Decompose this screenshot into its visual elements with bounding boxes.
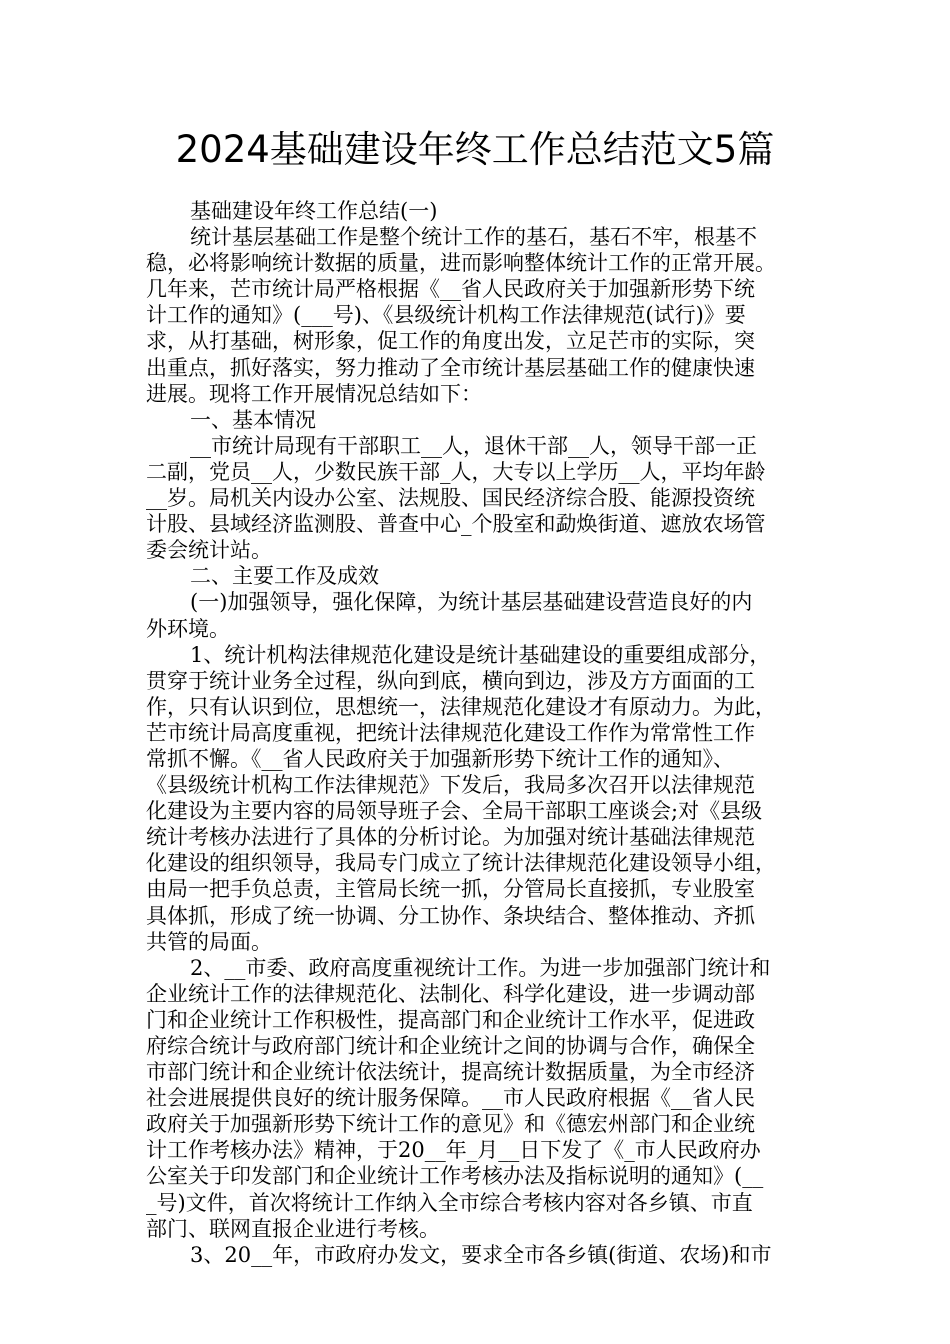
body-text-line: 几年来，芒市统计局严格根据《__省人民政府关于加强新形势下统 <box>146 277 755 302</box>
body-text-line: __市统计局现有干部职工__人，退休干部__人，领导干部一正 <box>190 433 757 458</box>
body-text-line: __岁。局机关内设办公室、法规股、国民经济综合股、能源投资统 <box>146 486 755 511</box>
body-text-line: 二副，党员__人，少数民族干部_人，大专以上学历__人，平均年龄 <box>146 459 766 484</box>
document-title: 2024基础建设年终工作总结范文5篇 <box>175 128 775 171</box>
document-body <box>146 198 812 1268</box>
body-text-line: 公室关于印发部门和企业统计工作考核办法及指标说明的通知》(__ <box>146 1164 764 1189</box>
body-text-line: 基础建设年终工作总结(一) <box>190 199 438 223</box>
body-text-line: 芒市统计局高度重视，把统计法律规范化建设工作作为常常性工作 <box>146 720 755 745</box>
body-text-line: (一)加强领导，强化保障，为统计基层基础建设营造良好的内 <box>190 590 753 615</box>
body-text-line: 具体抓，形成了统一协调、分工协作、条块结合、整体推动、齐抓 <box>146 903 755 928</box>
body-text-line: 进展。现将工作开展情况总结如下： <box>146 381 482 406</box>
body-text-line: _号)文件，首次将统计工作纳入全市综合考核内容对各乡镇、市直 <box>146 1190 753 1215</box>
body-text-line: 企业统计工作的法律规范化、法制化、科学化建设，进一步调动部 <box>146 981 755 1006</box>
body-text-line: 由局一把手负总责，主管局长统一抓，分管局长直接抓，专业股室 <box>146 877 755 902</box>
body-text-line: 社会进展提供良好的统计服务保障。__市人民政府根据《__省人民 <box>146 1086 755 1111</box>
body-text-line: 计工作的通知》(___号)、《县级统计机构工作法律规范(试行)》要 <box>146 303 746 328</box>
body-text-line: 委会统计站。 <box>146 538 272 563</box>
body-text-line: 求，从打基础，树形象，促工作的角度出发，立足芒市的实际，突 <box>146 329 755 354</box>
body-text-line: 共管的局面。 <box>146 929 272 954</box>
body-text-line: 化建设的组织领导，我局专门成立了统计法律规范化建设领导小组， <box>146 851 776 876</box>
body-text-line: 常抓不懈。《__省人民政府关于加强新形势下统计工作的通知》、 <box>146 746 734 771</box>
body-text-line: 计股、县域经济监测股、普查中心_个股室和勐焕街道、遮放农场管 <box>146 512 766 537</box>
body-text-line: 外环境。 <box>146 616 230 641</box>
body-text-line: 统计基层基础工作是整个统计工作的基石，基石不牢，根基不 <box>190 225 757 250</box>
body-text-line: 府综合统计与政府部门统计和企业统计之间的协调与合作，确保全 <box>146 1034 755 1058</box>
body-text-line: 统计考核办法进行了具体的分析讨论。为加强对统计基础法律规范 <box>146 825 755 850</box>
body-text-line: 出重点，抓好落实，努力推动了全市统计基层基础工作的健康快速 <box>146 355 755 380</box>
body-text-line: 计工作考核办法》精神，于20__年_月__日下发了《_市人民政府办 <box>146 1138 761 1163</box>
body-text-line: 部门、联网直报企业进行考核。 <box>146 1216 440 1241</box>
body-text-line: 一、基本情况 <box>190 407 316 432</box>
body-text-line: 稳，必将影响统计数据的质量，进而影响整体统计工作的正常开展。 <box>146 251 776 276</box>
body-text-line: 贯穿于统计业务全过程，纵向到底，横向到边，涉及方方面面的工 <box>146 668 755 693</box>
body-text-line: 二、主要工作及成效 <box>190 564 379 589</box>
body-text-line: 化建设为主要内容的局领导班子会、全局干部职工座谈会;对《县级 <box>146 799 763 824</box>
body-text-line: 市部门统计和企业统计依法统计，提高统计数据质量，为全市经济 <box>146 1060 755 1085</box>
body-text-line: 3、20__年，市政府办发文，要求全市各乡镇(街道、农场)和市 <box>190 1242 772 1267</box>
body-text-line: 1、统计机构法律规范化建设是统计基础建设的重要组成部分， <box>190 642 771 667</box>
body-text-line: 门和企业统计工作积极性，提高部门和企业统计工作水平，促进政 <box>146 1007 755 1032</box>
body-text-line: 《县级统计机构工作法律规范》下发后，我局多次召开以法律规范 <box>146 773 755 798</box>
body-text-line: 2、__市委、政府高度重视统计工作。为进一步加强部门统计和 <box>190 955 771 980</box>
body-text-line: 政府关于加强新形势下统计工作的意见》和《德宏州部门和企业统 <box>146 1112 755 1137</box>
body-text-line: 作，只有认识到位，思想统一，法律规范化建设才有原动力。为此， <box>146 694 776 719</box>
